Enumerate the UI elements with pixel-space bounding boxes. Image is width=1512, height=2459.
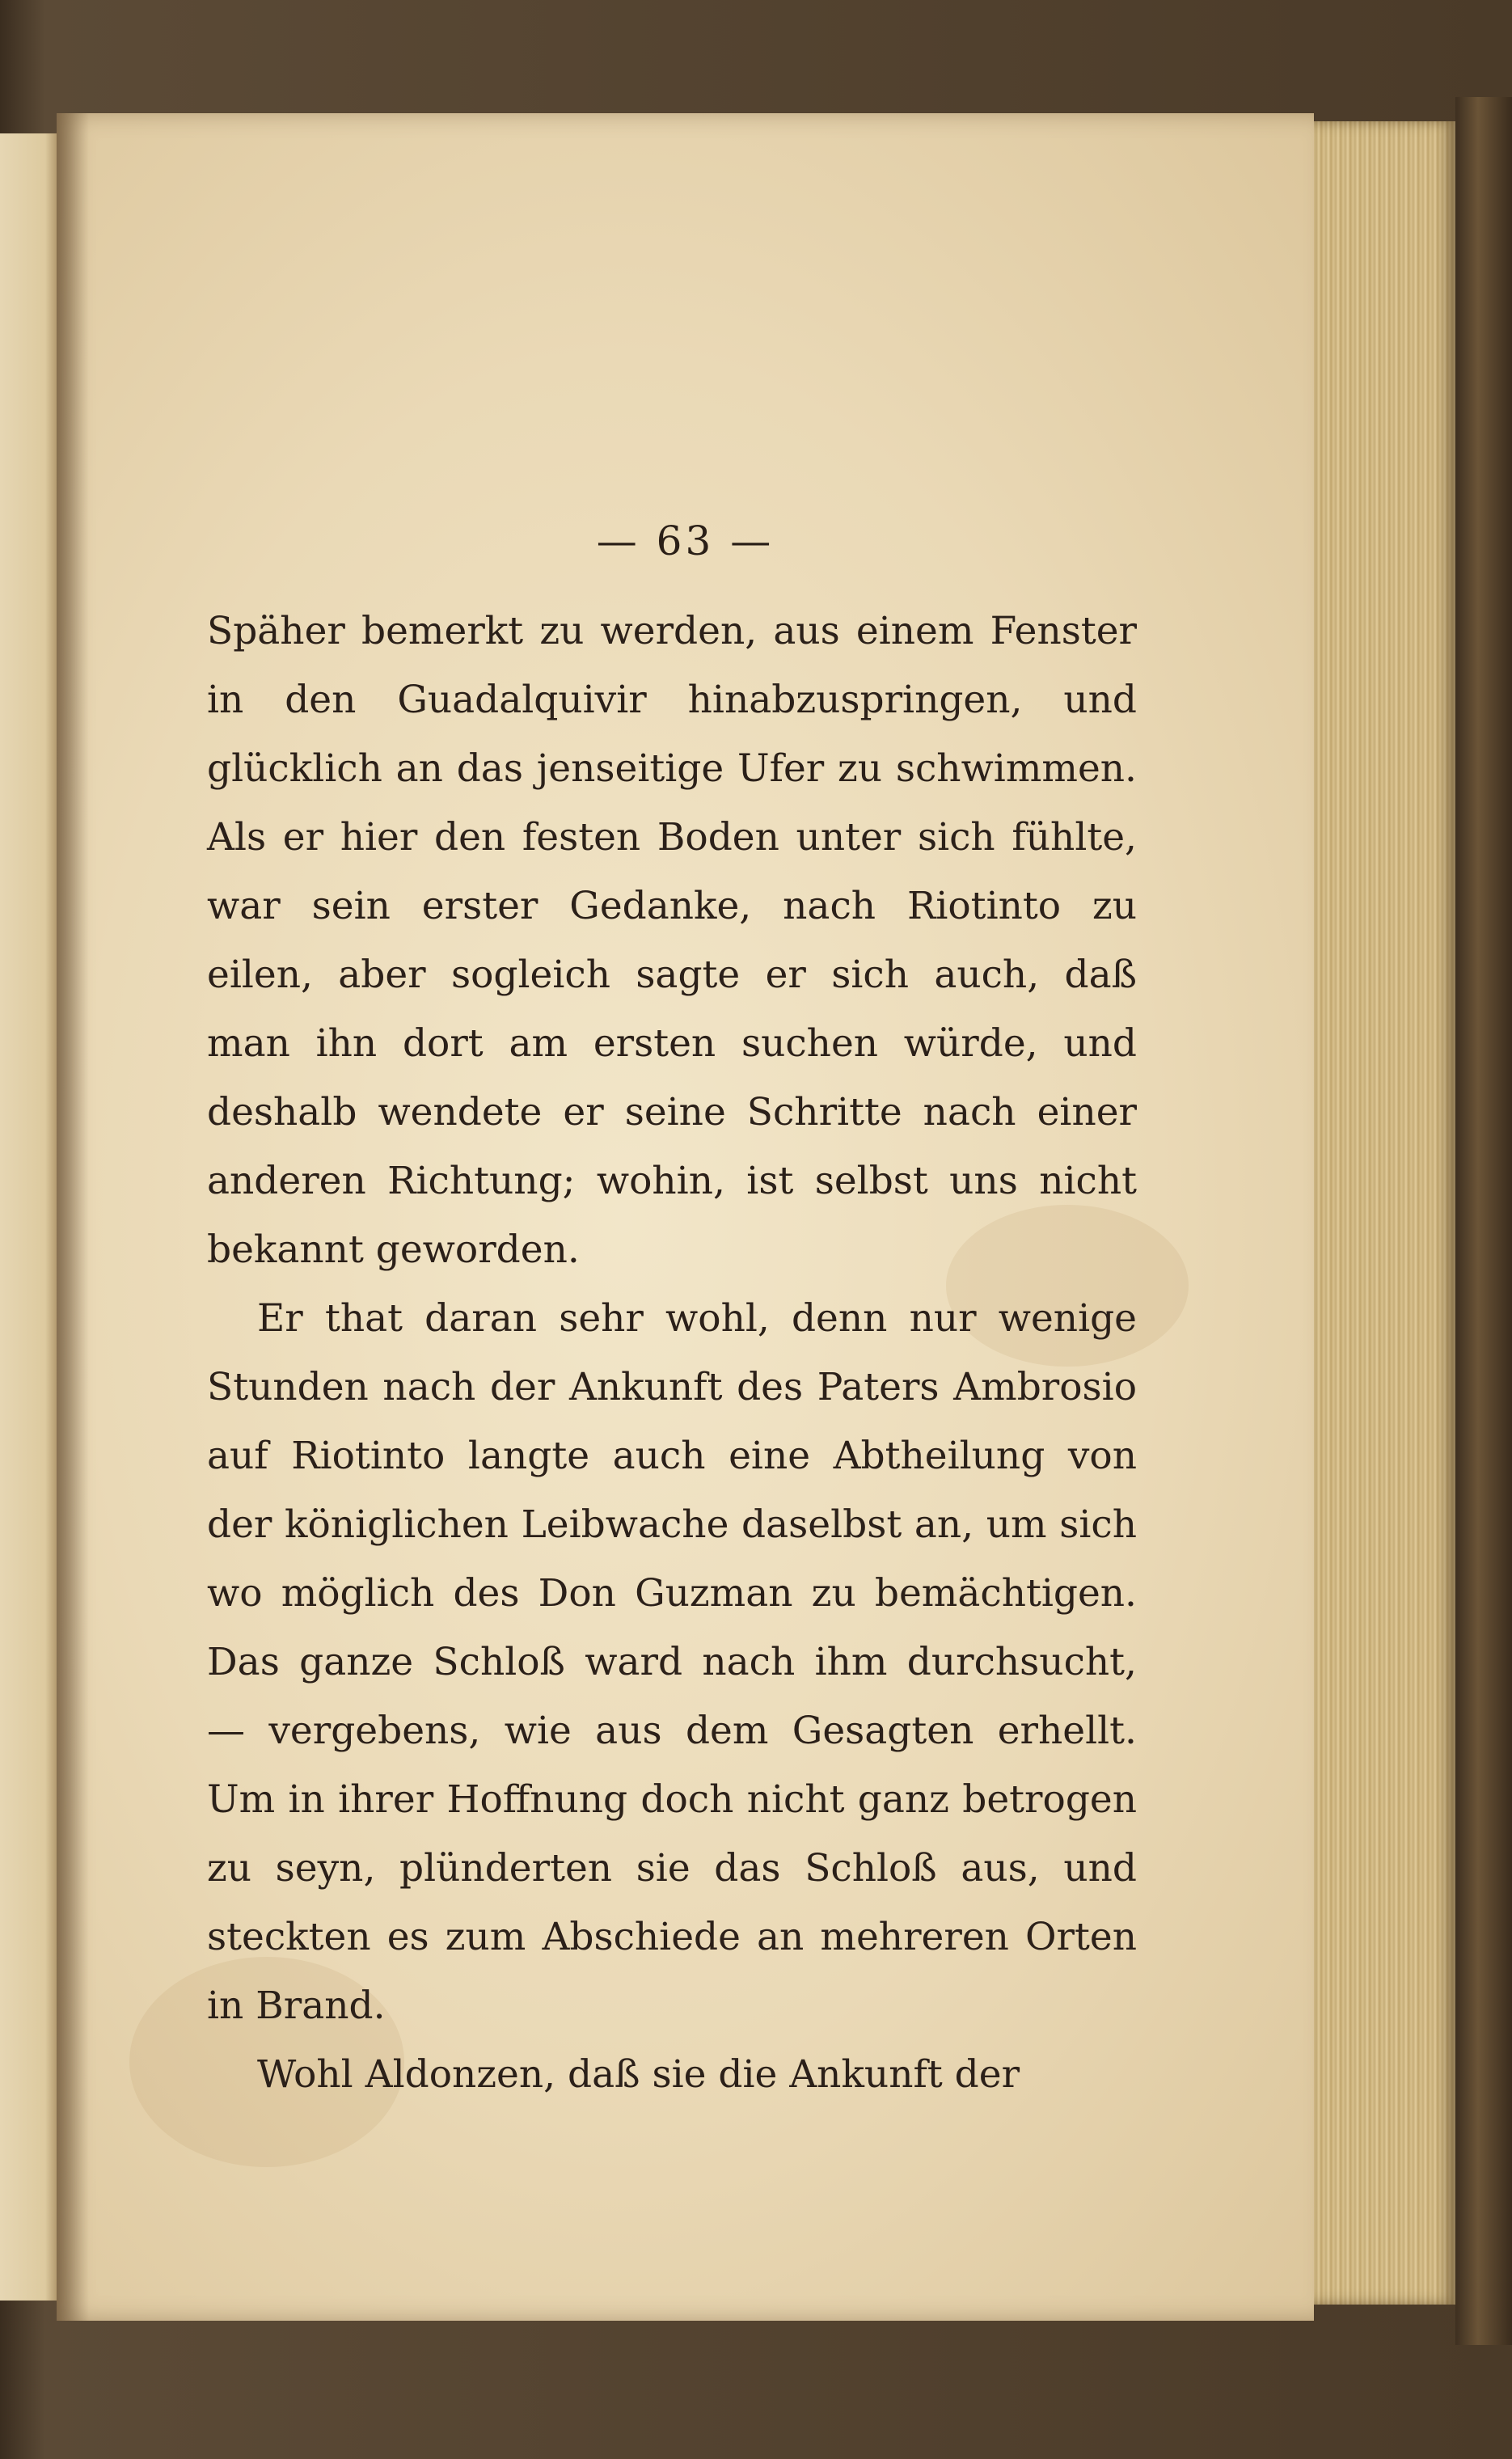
book-cover-edge: [1455, 97, 1512, 2345]
book-page: [57, 113, 1314, 2321]
paragraph: Er that daran sehr wohl, denn nur wenige Stunden nach der Ankunft des Paters Ambrosio auf Riotinto langte auch eine Abtheilung von der königlichen Leibwache daselbst an, um sich wo möglich des Don Guzman zu bemächtigen. Das ganze Schloß ward nach ihm durchsucht, — vergebens, wie aus dem Gesagten erhellt. Um in ihrer Hoffnung doch nicht ganz betrogen zu seyn, plünderten sie das Schloß aus, und steckten es zum Abschiede an mehreren Orten in Brand.: [207, 1296, 1137, 2028]
page-gutter-shadow: [57, 113, 89, 2321]
page-edges: [1314, 121, 1455, 2305]
paragraph: Späher bemerkt zu werden, aus einem Fenster in den Guadalquivir hinabzuspringen, und glücklich an das jenseitige Ufer zu schwimmen. Als er hier den festen Boden unter sich fühlte, war sein erster Gedanke, nach Riotinto zu eilen, aber sogleich sagte er sich auch, daß man ihn dort am ersten suchen würde, und deshalb wendete er seine Schritte nach einer anderen Richtung; wohin, ist selbst uns nicht bekannt geworden.: [207, 609, 1137, 1272]
paragraph: Wohl Aldonzen, daß sie die Ankunft der: [257, 2052, 1020, 2097]
page-number: — 63 —: [596, 518, 775, 564]
page-body-text: [207, 597, 1137, 2109]
left-page-edge: [0, 133, 57, 2301]
